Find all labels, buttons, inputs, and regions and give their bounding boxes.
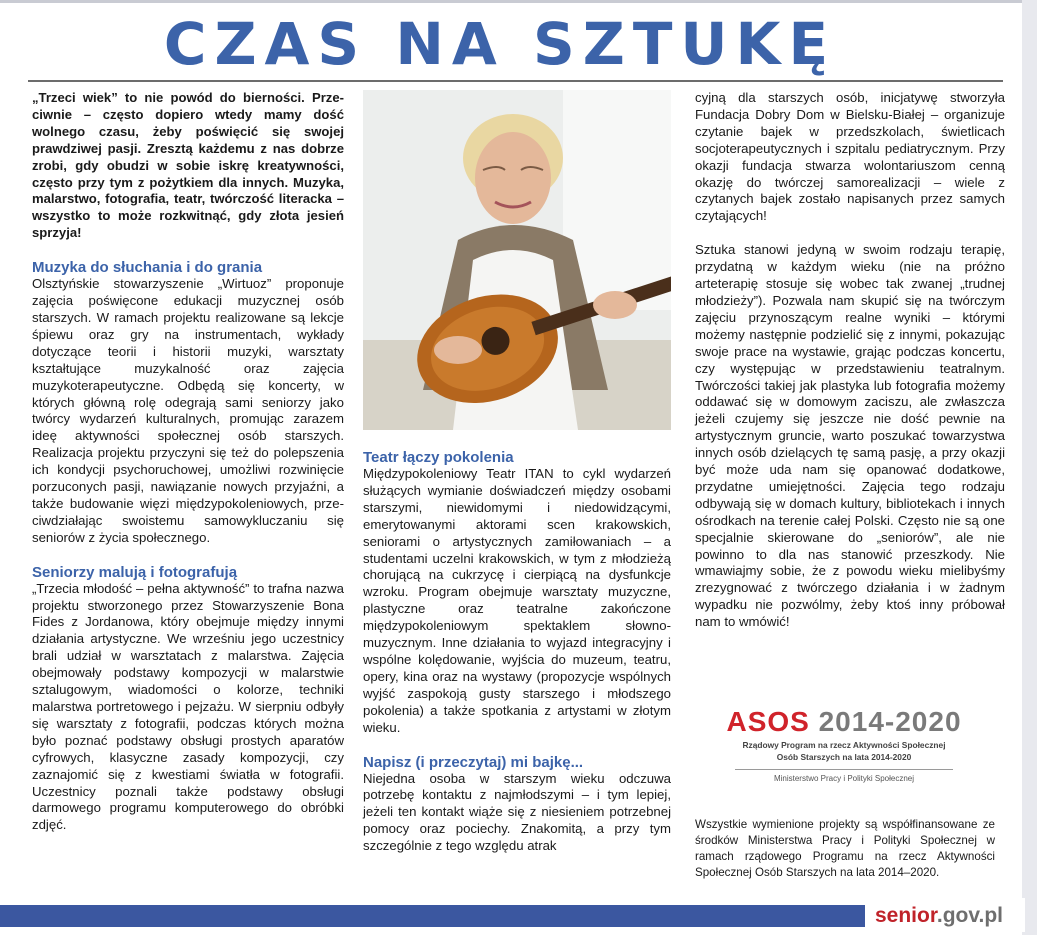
title-divider (28, 80, 1003, 82)
section-text-fairytale: Niejedna osoba w starszym wieku odczuwa potrzebę kontaktu z najmłodszymi – i tym lepiej, jeżeli ten kontakt wiąże się z niesieniem potrzebnej pomocy oraz pociechy. Znakomitą, a przy tym szczególnie z tego względu atrak (363, 770, 671, 854)
brand-senior: senior (875, 904, 937, 927)
footer-brand-link[interactable] (875, 903, 1003, 929)
page-title: CZAS NA SZTUKĘ (163, 10, 837, 78)
section-text-theatre: Międzypokoleniowy Teatr ITAN to cykl wydarzeń służących wymianie doświadczeń między osobami starszymi, niewidomymi i niedowidzącymi, emerytowanymi aktorami scen krakowskich, seniorami o artystycznych zamiłowaniach – a studentami uczelni krakowskich, w tym z młodzieżą chorującą na cukrzycę i cierpiącą na dysfunkcje wzroku. Program obejmuje warsztaty muzyczne, plastyczne oraz teatralne zakończone międzypokoleniowym spektaklem słowno-muzycznym. Inne działania to wyjazd integracyjny i wspólne kolędowanie, wyjścia do muzeum, teatru, opery, kina oraz na wystawy (propozycje wspólnych wyjść zaspokoją gusty starszego i młodszego pokolenia) a także spotkania z artystami w złotym wieku. (363, 466, 671, 735)
asos-divider (735, 769, 953, 770)
column-right (695, 90, 1005, 631)
asos-subtitle-line2: Osób Starszych na lata 2014-2020 (776, 752, 912, 762)
asos-subtitle-line1: Rządowy Program na rzecz Aktywności Społecznej (742, 740, 946, 750)
photo-illustration (363, 90, 671, 430)
asos-logo-title (695, 706, 993, 738)
photo-senior-guitar (363, 90, 671, 430)
lead-paragraph: „Trzeci wiek” to nie powód do bierności. Przeciwnie – często dopiero wtedy mamy dość wolnego czasu, żeby poświęcić się swojej prawdziwej pasji. Zresztą każdemu z nas dobrze zrobi, gdy obudzi w sobie iskrę kreatywności, często przy tym z pożytkiem dla innych. Muzyka, malarstwo, fotografia, teatr, twórczość literacka – wszystko to może rozkwitnąć, gdy złota jesień sprzyja! (32, 90, 344, 241)
footer-bar (0, 905, 865, 927)
column-left (32, 90, 344, 834)
closing-paragraph: Sztuka stanowi jedyną w swoim rodzaju terapię, przydatną w każdym wieku (nie na próżno arteterapię stosuje się wobec tak zwanej „trudnej młodzieży”). Pozwala nam skupić się na twórczym zajęciu przynoszącym realne wyniki – którymi możemy następnie podzielić się z innymi, pokazując swoje prace na wystawie, grając podczas koncertu, czy występując w przedstawieniu teatralnym. Twórczości takiej jak plastyka lub fotografia możemy oddawać się w domowym zaciszu, ale zwłaszcza jeżeli czujemy się jeszcze nie dość pewnie na artystycznym gruncie, warto poszukać towarzystwa innych osób dzielących tę samą pasję, a przy okazji być może uda nam się opanować dodatkowe, przydatne umiejętności. Zajęcia tego rodzaju odbywają się w domach kultury, bibliotekach i innych ośrodkach na terenie całej Polski. Często nie są one specjalnie skierowane do „seniorów”, ale nie powinno to dla nas stanowić przeszkody. Nie wmawiajmy sobie, że z powodu wieku mielibyśmy zrezygnować z twórczego działania i w żadnym wypadku nie pozwólmy, żeby ktoś inny próbował nam to wmówić! (695, 242, 1005, 630)
fairytale-continued: cyjną dla starszych osób, inicjatywę stworzyła Fundacja Dobry Dom w Bielsku-Białej – organizuje czytanie bajek w przedszkolach, świetlicach socjoterapeutycznych i szpitalu pediatrycznym. Przy okazji fundacja stwarza wolontariuszom cenną okazję do twórczej samorealizacji – wiele z czytanych bajek zostało napisanych przez samych czytających! (695, 90, 1005, 224)
page-edge (1022, 0, 1037, 935)
funding-note: Wszystkie wymienione projekty są współfinansowane ze środków Ministerstwa Pracy i Polityki Społecznej w ramach rządowego Programu na rzecz Aktywności Społecznej Osób Starszych na lata 2014–2020. (695, 818, 995, 879)
section-heading-theatre: Teatr łączy pokolenia (363, 449, 514, 466)
asos-years: 2014-2020 (818, 706, 962, 737)
section-heading-music: Muzyka do słuchania i do grania (32, 259, 263, 277)
section-text-painting: „Trzecia młodość – pełna aktywność” to trafna nazwa projektu stworzonego przez Stowarzyszenie Bona Fides z Jordanowa, który obejmuje między innymi działania artystyczne. We wrześniu jego uczestnicy brali udział w warsztatach z malarstwa. Zajęcia obejmowały podstawy kompozycji w malarstwie sztalugowym, wiadomości o kolorze, techniki malarstwa portretowego i pejzażu. W sierpniu odbyły się warsztaty z fotografii, podczas których można było poznać podstawy obsługi prostych aparatów cyfrowych, klasyczne zasady kompozycji, czy zaznajomić się z kwestiami światła w fotografii. Uczestnicy poznali także podstawy obsługi darmowego programu komputerowego do obróbki zdjęć. (32, 580, 344, 833)
top-rule (0, 0, 1037, 3)
asos-logo (695, 706, 993, 783)
asos-wordmark: ASOS (726, 706, 810, 737)
section-heading-fairytale: Napisz (i przeczytaj) mi bajkę... (363, 753, 584, 771)
section-text-music: Olsztyńskie stowarzyszenie „Wirtuoz” proponuje zajęcia poświęcone edukacji muzycznej osób starszych. W ramach projektu realizowane są lekcje śpiewu oraz gry na instrumentach, wykłady dotyczące teorii i historii muzyki, warsztaty kształtujące muzykalność oraz zajęcia muzykoterapeutyczne. Odbędą się koncerty, w których główną rolę odegrają sami seniorzy jako twórcy wydarzeń kulturalnych, promując zarazem ideę aktywności społecznej osób starszych. Realizacja projektu przyczyni się też do polepszenia ich kondycji psychoruchowej, umożliwi rozwinięcie porzuconych pasji, nawiązanie nowych przyjaźni, a także budowanie więzi międzypokoleniowych, przeciwdziałając swoistemu samowykluczaniu się seniorów z życia społecznego. (32, 276, 344, 545)
ministry-name: Ministerstwo Pracy i Polityki Społecznej (773, 774, 915, 783)
brand-domain: .gov.pl (936, 904, 1003, 927)
column-middle (363, 449, 671, 855)
section-heading-painting: Seniorzy malują i fotografują (32, 563, 238, 581)
